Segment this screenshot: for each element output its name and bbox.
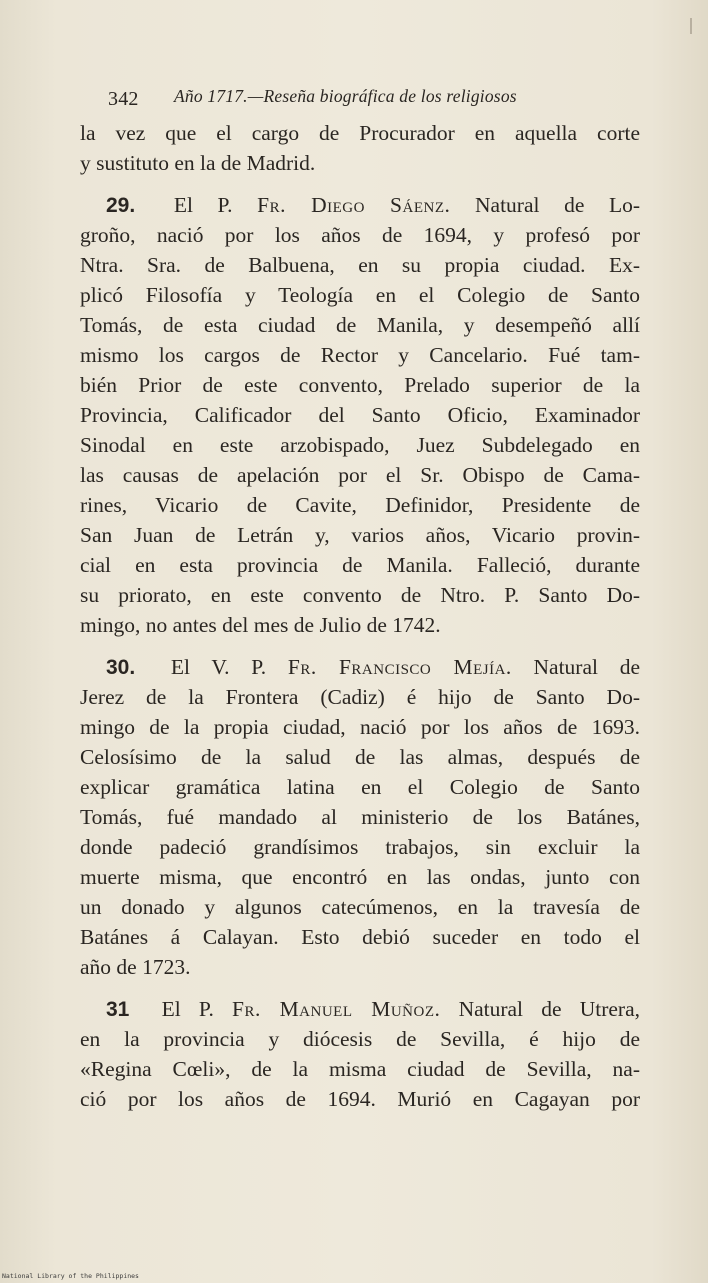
entry-lead: El V. P.: [170, 655, 267, 679]
entry-name: Fr. Francisco Mejía.: [287, 655, 512, 679]
text-line: y sustituto en la de Madrid.: [80, 151, 316, 175]
text-line: año de 1723.: [80, 955, 191, 979]
entry-first-line: [80, 652, 640, 682]
text-line: Tomás, de esta ciudad de Manila, y desempeñó allí: [80, 313, 640, 337]
entry-number: 29.: [106, 194, 136, 217]
text-line: rines, Vicario de Cavite, Definidor, Presidente de: [80, 493, 640, 517]
entry-first-rest: Natural de Utrera,: [458, 997, 641, 1021]
text-line: ció por los años de 1694. Murió en Cagayan por: [80, 1087, 640, 1111]
page-body: [80, 118, 640, 1114]
entry-first-line: [80, 994, 640, 1024]
text-line: mismo los cargos de Rector y Cancelario. Fué tam-: [80, 343, 640, 367]
text-line: las causas de apelación por el Sr. Obispo de Cama-: [80, 463, 640, 487]
text-line: «Regina Cœli», de la misma ciudad de Sevilla, na-: [80, 1057, 640, 1081]
entry-number: 31: [106, 998, 130, 1021]
text-line: bién Prior de este convento, Prelado superior de la: [80, 373, 640, 397]
entry-first-rest: Natural de Lo-: [475, 193, 641, 217]
intro-paragraph: [80, 118, 640, 178]
entry-name: Fr. Manuel Muñoz.: [232, 997, 441, 1021]
text-line: plicó Filosofía y Teología en el Colegio de Santo: [80, 283, 640, 307]
entry-first-rest: Natural de: [533, 655, 640, 679]
text-line: San Juan de Letrán y, varios años, Vicario provin-: [80, 523, 640, 547]
text-line: su priorato, en este convento de Ntro. P. Santo Do-: [80, 583, 640, 607]
text-line: Ntra. Sra. de Balbuena, en su propia ciudad. Ex-: [80, 253, 640, 277]
text-line: mingo, no antes del mes de Julio de 1742.: [80, 613, 441, 637]
paper-mark: [690, 18, 692, 34]
entry-31: [80, 994, 640, 1114]
text-line: Batánes á Calayan. Esto debió suceder en todo el: [80, 925, 640, 949]
library-credit: National Library of the Philippines: [2, 1272, 139, 1280]
text-line: Celosísimo de la salud de las almas, después de: [80, 745, 640, 769]
text-line: donde padeció grandísimos trabajos, sin excluir la: [80, 835, 640, 859]
text-line: cial en esta provincia de Manila. Falleció, durante: [80, 553, 640, 577]
page-number: 342: [108, 88, 139, 110]
text-line: un donado y algunos catecúmenos, en la travesía de: [80, 895, 640, 919]
entry-first-line: [80, 190, 640, 220]
entry-name: Fr. Diego Sáenz.: [257, 193, 451, 217]
text-line: Jerez de la Frontera (Cadiz) é hijo de Santo Do-: [80, 685, 640, 709]
text-line: Sinodal en este arzobispado, Juez Subdelegado en: [80, 433, 640, 457]
text-line: muerte misma, que encontró en las ondas, junto con: [80, 865, 640, 889]
entry-29: [80, 190, 640, 640]
entry-lead: El P.: [173, 193, 233, 217]
running-title: Año 1717.—Reseña biográfica de los religiosos: [174, 86, 517, 106]
text-line: la vez que el cargo de Procurador en aquella corte: [80, 121, 640, 145]
text-line: en la provincia y diócesis de Sevilla, é hijo de: [80, 1027, 640, 1051]
running-header: [108, 86, 628, 114]
entry-number: 30.: [106, 656, 136, 679]
text-line: mingo de la propia ciudad, nació por los años de 1693.: [80, 715, 640, 739]
entry-30: [80, 652, 640, 982]
text-line: explicar gramática latina en el Colegio de Santo: [80, 775, 640, 799]
text-line: Provincia, Calificador del Santo Oficio, Examinador: [80, 403, 640, 427]
text-line: groño, nació por los años de 1694, y profesó por: [80, 223, 640, 247]
entry-lead: El P.: [161, 997, 214, 1021]
text-line: Tomás, fué mandado al ministerio de los Batánes,: [80, 805, 640, 829]
